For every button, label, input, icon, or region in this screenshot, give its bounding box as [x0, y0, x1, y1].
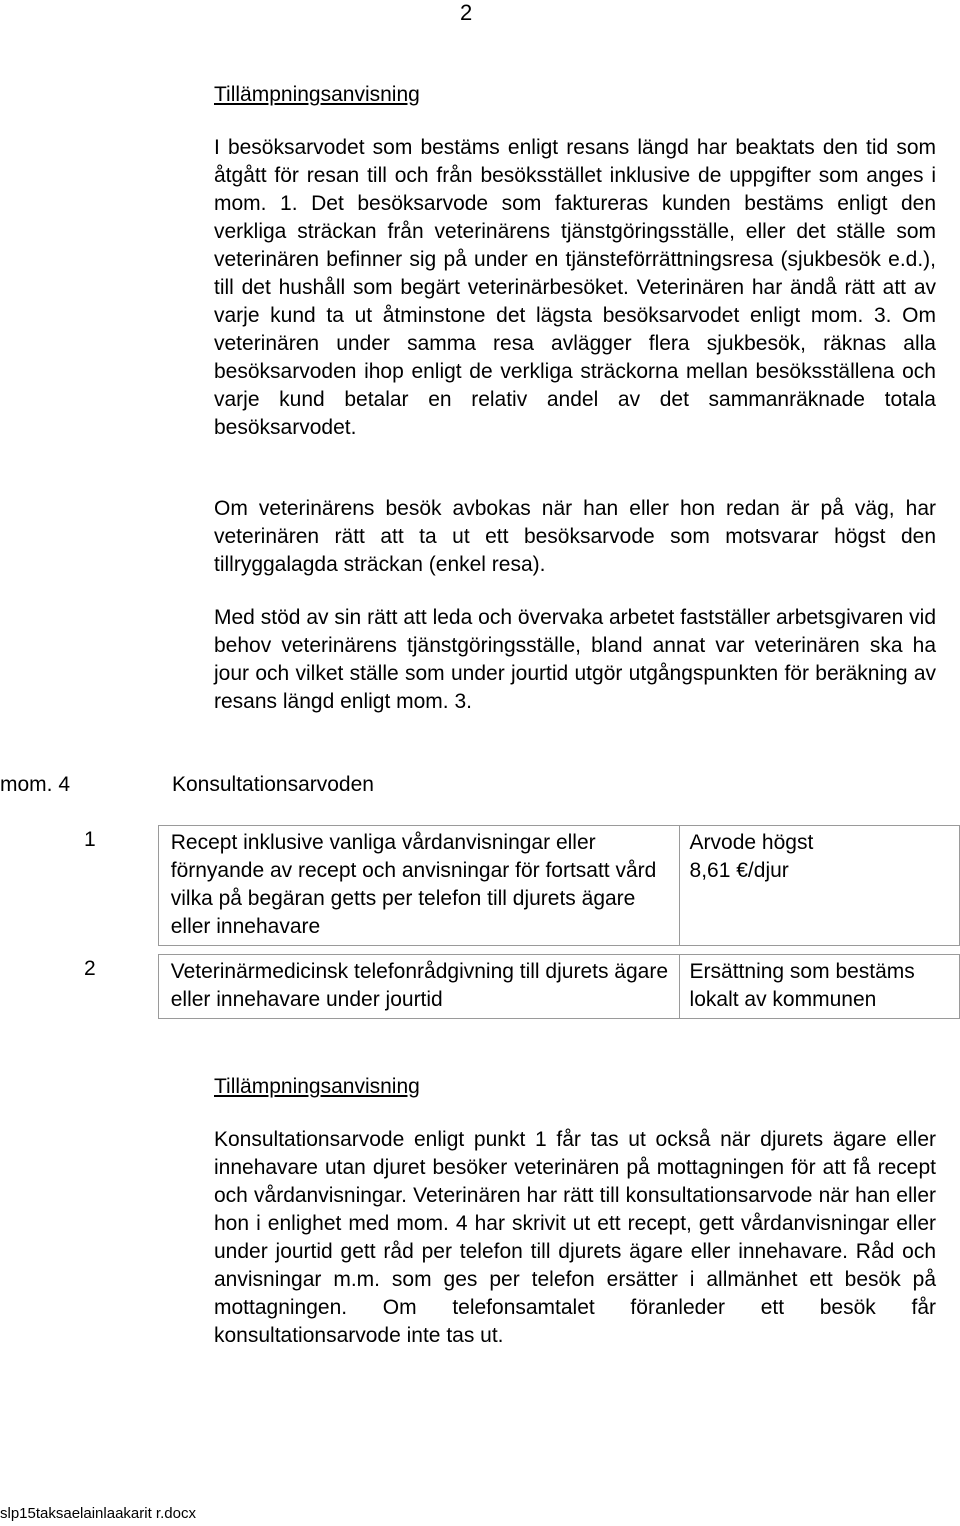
fee-amount: 8,61 €/djur	[689, 859, 789, 882]
mom-title: Konsultationsarvoden	[172, 773, 374, 796]
table-row	[0, 955, 960, 1019]
paragraph: Med stöd av sin rätt att leda och övervaka arbetet fastställer arbetsgivaren vid behov veterinärens tjänstgöringsställe, bland annat var veterinären ska ha jour och vilket ställe som under jourtid utgör utgångspunkten för beräkning av resans längd enligt mom. 3.	[214, 606, 936, 713]
fee-table	[0, 825, 960, 1019]
fee-label: Arvode högst	[689, 831, 814, 854]
row-description: Veterinärmedicinsk telefonrådgivning till djurets ägare eller innehavare under jourtid	[158, 955, 679, 1019]
mom-label: mom. 4	[0, 773, 71, 796]
section-heading: Tillämpningsanvisning	[214, 1075, 420, 1098]
row-fee	[679, 826, 959, 946]
paragraph: I besöksarvodet som bestäms enligt resans längd har beaktats den tid som åtgått för resan till och från besöksstället inklusive de uppgifter som anges i mom. 1. Det besöksarvode som faktureras kunden bestäms enligt den verkliga sträckan från veterinärens tjänstgöringsställe, eller det ställe som veterinären befinner sig på under en tjänsteförrättningsresa (sjukbesök e.d.), till det hushåll som begärt veterinärbesöket. Veterinären har ändå rätt att av varje kund ta ut åtminstone det lägsta besöksarvodet enligt mom. 3. Om veterinären under samma resa avlägger flera sjukbesök, räknas alla besöksarvoden ihop enligt de verkliga sträckorna mellan besöksställena och varje kund betalar en relativ andel av det sammanräknade totala besöksarvodet.	[214, 136, 936, 439]
section-heading: Tillämpningsanvisning	[214, 83, 420, 106]
row-fee	[679, 955, 959, 1019]
row-number: 2	[84, 956, 96, 980]
paragraph: Om veterinärens besök avbokas när han eller hon redan är på väg, har veterinären rätt att ta ut ett besöksarvode som motsvarar högst den tillryggalagda sträckan (enkel resa).	[214, 497, 936, 576]
paragraph: Konsultationsarvode enligt punkt 1 får tas ut också när djurets ägare eller innehavare utan djuret besöker veterinären på mottagningen för att få recept och vårdanvisningar. Veterinären har rätt till konsultationsarvode när han eller hon i enlighet med mom. 4 har skrivit ut ett recept, gett vårdanvisningar eller under jourtid gett råd per telefon till djurets ägare eller innehavare. Råd och anvisningar m.m. som ges per telefon ersätter i allmänhet ett besök på mottagningen. Om telefonsamtalet föranleder ett besök får konsultationsarvode inte tas ut.	[214, 1128, 936, 1347]
row-spacer	[0, 946, 960, 955]
row-number: 1	[84, 827, 96, 851]
fee-label: Ersättning som bestäms lokalt av kommunen	[689, 960, 915, 1011]
table-row	[0, 826, 960, 946]
document-filename: slp15taksaelainlaakarit r.docx	[0, 1505, 196, 1522]
page-number: 2	[460, 0, 473, 25]
row-description: Recept inklusive vanliga vårdanvisningar eller förnyande av recept och anvisningar för fortsatt vård vilka på begäran getts per telefon till djurets ägare eller innehavare	[158, 826, 679, 946]
